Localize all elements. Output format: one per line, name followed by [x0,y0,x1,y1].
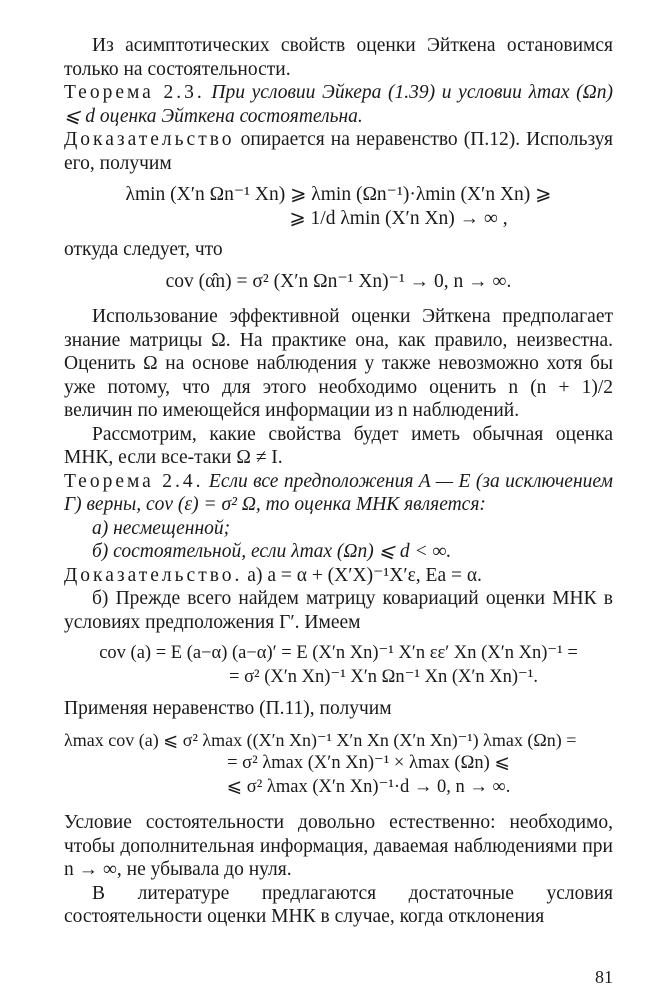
theorem-2-4-item-a: а) несмещенной; [92,517,231,539]
paragraph-efficient-estimate: Использование эффективной оценки Эйткена предполагает знание матрицы Ω. На практике она, как правило, неизвестна. Оценить Ω на основе наблюдения y также невозможно хотя бы уже потому, что для этого необходимо оценить n (n + 1)/2 величин по имеющейся информации из n наблюдений. [64,306,613,421]
formula-2: cov (α̂n) = σ² (X′n Ωn⁻¹ Xn)⁻¹ → 0, n → ∞. [165,270,512,292]
formula-4-line-1: λmax cov (a) ⩽ σ² λmax ((X′n Xn)⁻¹ X′n Xn (X′n Xn)⁻¹) λmax (Ωn) = [64,729,577,750]
proof-1-label: Доказательство [64,129,235,150]
theorem-2-3 [64,81,613,128]
proof-1-text: опирается на неравенство (П.12). Используя его, получим [64,129,613,174]
theorem-2-4 [64,470,613,517]
proof-2 [64,564,613,588]
formula-1-line-1: λmin (X′n Ωn⁻¹ Xn) ⩾ λmin (Ωn⁻¹)·λmin (X′n Xn) ⩾ [125,184,552,205]
formula-4-line-2: = σ² λmax (X′n Xn)⁻¹ × λmax (Ωn) ⩽ [227,753,510,773]
proof-1 [64,128,613,175]
formula-3-line-1: cov (a) = E (a−α) (a−α)′ = E (X′n Xn)⁻¹ X′n εε′ Xn (X′n Xn)⁻¹ = [99,643,578,663]
proof-2-label: Доказательство. [64,564,243,586]
paragraph-covariance-matrix: б) Прежде всего найдем матрицу ковариаций оценки МНК в условиях предположения Г′. Имеем [64,588,613,633]
paragraph-apply-inequality: Применяя неравенство (П.11), получим [64,698,392,719]
formula-1-line-2: ⩾ 1/d λmin (X′n Xn) → ∞ , [289,207,508,229]
paragraph-whence: откуда следует, что [64,239,223,260]
paragraph-intro: Из асимптотических свойств оценки Эйткена остановимся только на состоятельности. [64,35,613,80]
paragraph-literature: В литературе предлагаются достаточные условия состоятельности оценки МНК в случае, когда отклонения [64,882,613,927]
proof-2-text: а) a = α + (X′X)⁻¹X′ε, Ea = α. [247,564,482,586]
page-number: 81 [595,967,613,987]
theorem-2-4-label: Теорема 2.4. [64,470,204,492]
paragraph-ols-properties: Рассмотрим, какие свойства будет иметь обычная оценка МНК, если все-таки Ω ≠ I. [64,423,613,468]
theorem-2-4-item-b: б) состоятельной, если λmax (Ωn) ⩽ d < ∞. [92,541,452,562]
theorem-2-4-text: Если все предположения A — E (за исключением Г) верны, cov (ε) = σ² Ω, то оценка МНК является: [64,470,614,515]
theorem-2-3-text: При условии Эйкера (1.39) и условии λmax (Ωn) ⩽ d оценка Эйткена состоятельна. [64,82,614,127]
paragraph-consistency-condition: Условие состоятельности довольно естественно: необходимо, чтобы дополнительная информация, даваемая наблюдениями при n → ∞, не убывала до нуля. [64,812,613,880]
formula-4-line-3: ⩽ σ² λmax (X′n Xn)⁻¹·d → 0, n → ∞. [226,776,511,797]
theorem-2-3-label: Теорема 2.3. [64,82,205,103]
formula-3-line-2: = σ² (X′n Xn)⁻¹ X′n Ωn⁻¹ Xn (X′n Xn)⁻¹. [229,666,538,687]
